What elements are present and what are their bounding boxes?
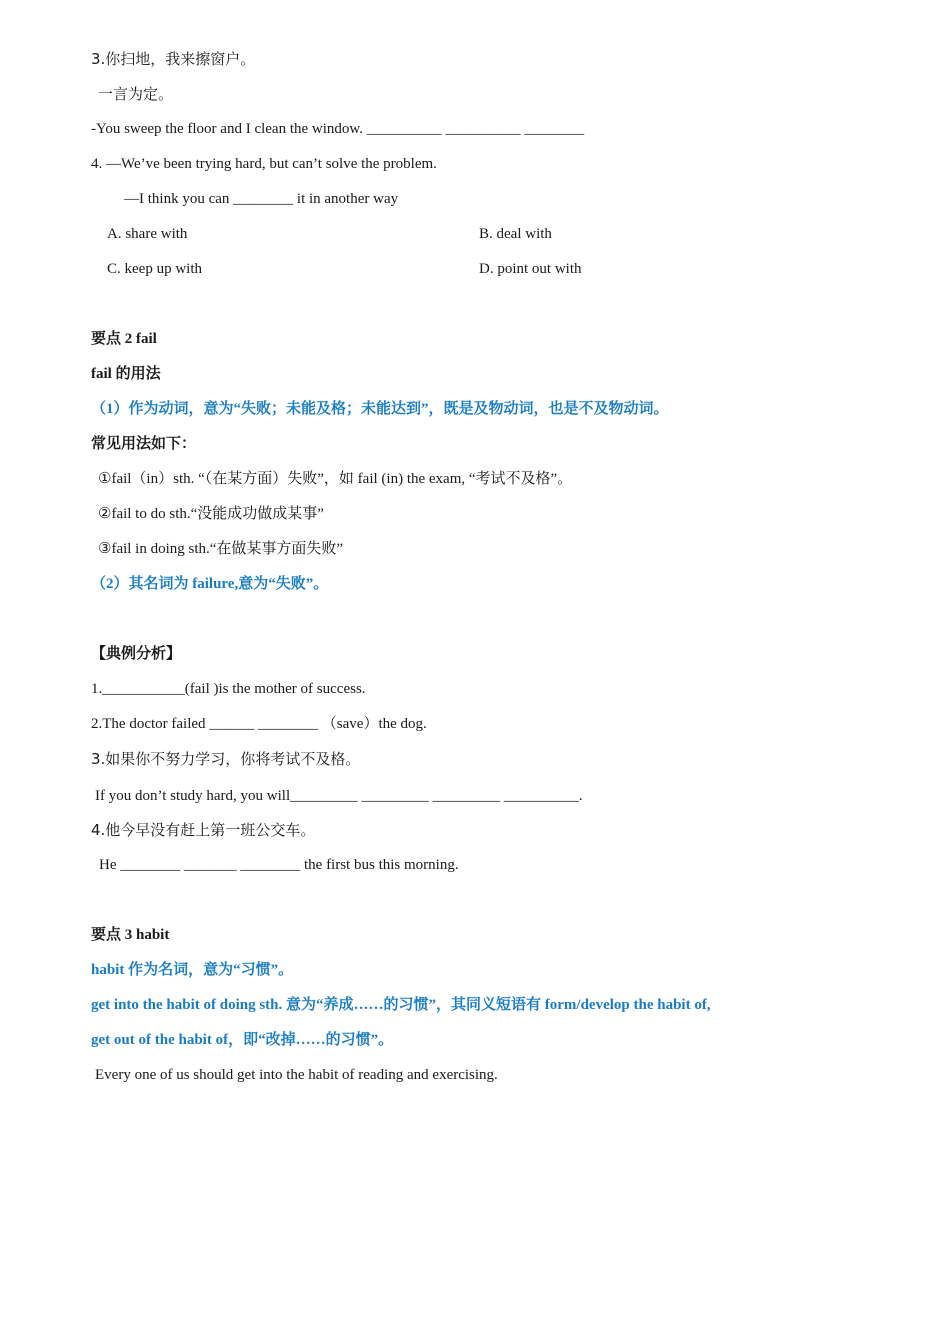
option-b: B. deal with bbox=[479, 226, 552, 242]
question-3-chinese: 3.你扫地，我来擦窗户。 bbox=[91, 50, 256, 68]
usage-2: ②fail to do sth.“没能成功做成某事” bbox=[98, 506, 324, 522]
point-2-rule-1: （1）作为动词，意为“失败；未能及格；未能达到”，既是及物动词，也是不及物动词。 bbox=[91, 401, 669, 417]
question-3-chinese-reply: 一言为定。 bbox=[98, 85, 174, 103]
examples-heading: 【典例分析】 bbox=[91, 646, 182, 662]
option-a: A. share with bbox=[107, 226, 188, 242]
question-3-english: -You sweep the floor and I clean the window. __________ __________ ________ bbox=[91, 121, 585, 137]
usage-1: ①fail（in）sth. “（在某方面）失败”，如 fail (in) the exam, “考试不及格”。 bbox=[98, 471, 573, 487]
question-4-prompt: 4. —We’ve been trying hard, but can’t solve the problem. bbox=[91, 156, 437, 172]
point-3-example: Every one of us should get into the habit of reading and exercising. bbox=[95, 1067, 498, 1083]
example-4-chinese: 4.他今早没有赶上第一班公交车。 bbox=[91, 821, 316, 839]
question-4-reply: —I think you can ________ it in another way bbox=[124, 191, 399, 207]
example-3-chinese: 3.如果你不努力学习，你将考试不及格。 bbox=[91, 750, 361, 768]
point-3-rule-1: habit 作为名词，意为“习惯”。 bbox=[91, 962, 294, 978]
point-2-subheading: fail 的用法 bbox=[91, 366, 161, 382]
point-3-rule-2: get into the habit of doing sth. 意为“养成……的习惯”，其同义短语有 form/develop the habit of, bbox=[91, 997, 711, 1013]
point-2-heading: 要点 2 fail bbox=[91, 331, 157, 347]
example-4-english: He ________ _______ ________ the first bus this morning. bbox=[99, 857, 459, 873]
usage-3: ③fail in doing sth.“在做某事方面失败” bbox=[98, 541, 344, 557]
common-usage-heading: 常见用法如下： bbox=[91, 436, 197, 452]
example-2: 2.The doctor failed ______ ________ （save）the dog. bbox=[91, 716, 427, 732]
example-3-english: If you don’t study hard, you will_________ _________ _________ __________. bbox=[95, 788, 583, 804]
point-3-rule-3: get out of the habit of，即“改掉……的习惯”。 bbox=[91, 1032, 394, 1048]
point-2-rule-2: （2）其名词为 failure,意为“失败”。 bbox=[91, 576, 329, 592]
option-c: C. keep up with bbox=[107, 261, 202, 277]
option-d: D. point out with bbox=[479, 261, 582, 277]
example-1: 1.___________(fail )is the mother of success. bbox=[91, 681, 366, 697]
point-3-heading: 要点 3 habit bbox=[91, 927, 170, 943]
